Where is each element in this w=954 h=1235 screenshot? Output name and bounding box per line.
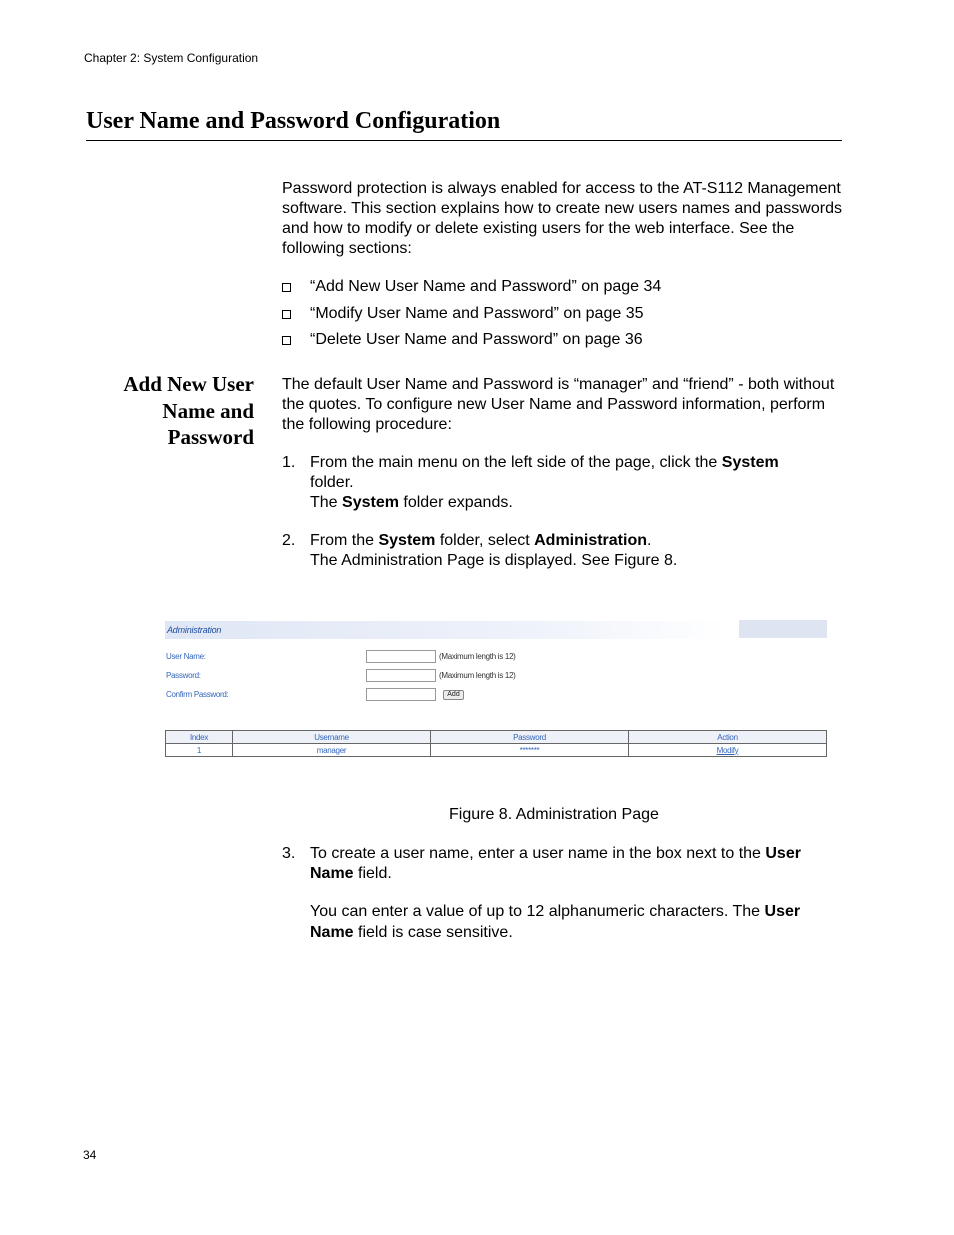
checkbox-bullet-icon <box>282 336 291 345</box>
intro-paragraph: Password protection is always enabled for access to the AT-S112 Management software. This section explains how to create new users names and passwords and how to modify or delete existing users for the web interface. See the following sections: <box>282 180 842 257</box>
modify-link[interactable]: Modify <box>629 744 827 757</box>
users-table <box>165 730 827 757</box>
list-item: “Add New User Name and Password” on page 34 <box>282 277 842 304</box>
list-item: “Modify User Name and Password” on page 35 <box>282 304 842 331</box>
step-3-note: You can enter a value of up to 12 alphanumeric characters. The User Name field is case sensitive. <box>310 903 801 941</box>
column-header-password: Password <box>431 731 629 744</box>
step-1: 1. From the main menu on the left side of the page, click the System folder. The System folder expands. <box>282 454 779 511</box>
username-input[interactable] <box>366 650 436 663</box>
password-label: Password: <box>166 671 201 680</box>
title-rule <box>86 140 842 141</box>
cell-username: manager <box>233 744 431 757</box>
page-title: User Name and Password Configuration <box>86 108 501 134</box>
chapter-header: Chapter 2: System Configuration <box>84 51 259 65</box>
cell-password: ******* <box>431 744 629 757</box>
add-button[interactable]: Add <box>443 690 464 700</box>
step-3: 3. To create a user name, enter a user name in the box next to the User Name field. <box>282 845 801 882</box>
list-item: “Delete User Name and Password” on page 36 <box>282 330 842 357</box>
figure-caption: Figure 8. Administration Page <box>449 806 659 823</box>
administration-figure <box>165 620 827 760</box>
figure-header-right-block <box>739 620 827 638</box>
table-header-row <box>166 731 827 744</box>
column-header-username: Username <box>233 731 431 744</box>
section-heading: Add New User Name and Password <box>123 372 254 449</box>
username-label: User Name: <box>166 652 206 661</box>
column-header-index: Index <box>166 731 233 744</box>
checkbox-bullet-icon <box>282 283 291 292</box>
password-input[interactable] <box>366 669 436 682</box>
step-2: 2. From the System folder, select Administration. The Administration Page is displayed. See Figure 8. <box>282 532 678 569</box>
column-header-action: Action <box>629 731 827 744</box>
username-hint: (Maximum length is 12) <box>439 652 516 661</box>
confirm-password-label: Confirm Password: <box>166 690 229 699</box>
figure-header-title: Administration <box>167 625 222 635</box>
section-list <box>282 277 842 357</box>
confirm-password-input[interactable] <box>366 688 436 701</box>
cell-index: 1 <box>166 744 233 757</box>
checkbox-bullet-icon <box>282 310 291 319</box>
default-credentials-paragraph: The default User Name and Password is “manager” and “friend” - both without the quotes. To configure new User Name and Password information, perform the following procedure: <box>282 376 835 433</box>
table-row <box>166 744 827 757</box>
figure-header-bar <box>165 621 827 639</box>
password-hint: (Maximum length is 12) <box>439 671 516 680</box>
page-number: 34 <box>83 1148 97 1162</box>
